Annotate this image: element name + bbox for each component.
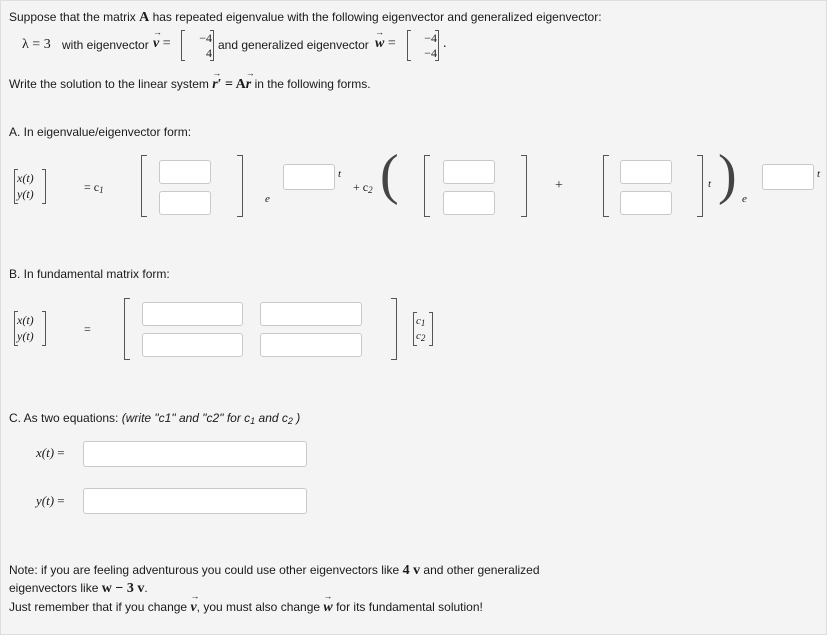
partB-c-bracket-right [429, 312, 433, 346]
note-line-1: Note: if you are feeling adventurous you could use other eigenvectors like 4 v and other generalized [9, 563, 540, 578]
partA-v2-top-input[interactable] [443, 160, 495, 184]
w-bracket-right [435, 30, 439, 61]
partB-xy-bracket-right [42, 311, 46, 346]
note-line-2: eigenvectors like w − 3 v. [9, 581, 148, 596]
partA-e1: e [265, 193, 270, 205]
v-eq: → v = [153, 36, 171, 52]
partA-xy-vector: x(t) y(t) [17, 171, 34, 201]
partC-y-label: y(t) = [36, 493, 65, 508]
partC-x-label: x(t) = [36, 445, 65, 460]
v-entry-1: −4 [199, 31, 212, 45]
partC-x-input[interactable] [83, 441, 307, 467]
v-entry-2: 4 [206, 46, 212, 60]
note-line-3: Just remember that if you change → v, you must also change → w for its fundamental solution! [9, 600, 483, 616]
partA-plus-c2: + c2 [353, 180, 373, 195]
partA-e2: e [742, 193, 747, 205]
and-generalized-label: and generalized eigenvector [218, 38, 369, 52]
partA-v3-bracket-left [603, 155, 609, 217]
partA-v1-bottom-input[interactable] [159, 191, 211, 215]
partA-plus: + [555, 178, 563, 193]
partA-exponent2-input[interactable] [762, 164, 814, 190]
partB-m22-input[interactable] [260, 333, 362, 357]
eigenvalue-expr: λ = 3 [22, 37, 51, 52]
partB-eq: = [84, 322, 91, 336]
v-bracket-right [210, 30, 214, 61]
partA-exponent1-input[interactable] [283, 164, 335, 190]
w-entry-1: −4 [424, 31, 437, 45]
with-eigenvector-label: with eigenvector [62, 38, 149, 52]
w-entry-2: −4 [424, 46, 437, 60]
partA-eq-c1: = c1 [84, 180, 104, 195]
write-solution-text: Write the solution to the linear system → r′ = A→ r in the following forms. [9, 77, 371, 93]
partB-c-vector: c1 c2 [416, 315, 426, 343]
partA-t-mult: t [708, 178, 712, 190]
partC-y-input[interactable] [83, 488, 307, 514]
partA-close-paren: ) [718, 144, 737, 206]
partA-v1-top-input[interactable] [159, 160, 211, 184]
v-vector [184, 32, 212, 59]
problem-intro: Suppose that the matrix A has repeated eigenvalue with the following eigenvector and generalized eigenvector: [9, 10, 602, 25]
partA-open-paren: ( [380, 144, 399, 206]
matrix-A-symbol: A [139, 10, 150, 25]
partA-heading: A. In eigenvalue/eigenvector form: [9, 125, 192, 139]
partB-heading: B. In fundamental matrix form: [9, 267, 170, 281]
partA-v3-bottom-input[interactable] [620, 191, 672, 215]
partA-v2-bottom-input[interactable] [443, 191, 495, 215]
partA-v2-bracket-right [521, 155, 527, 217]
period: . [443, 36, 447, 51]
partB-xy-vector: x(t) y(t) [17, 313, 34, 343]
partB-matrix-bracket-left [124, 298, 130, 360]
partA-v3-bracket-right [697, 155, 703, 217]
partA-v3-top-input[interactable] [620, 160, 672, 184]
w-vector [410, 32, 437, 59]
partA-t2: t [817, 168, 821, 180]
partB-m11-input[interactable] [142, 302, 243, 326]
partC-heading: C. As two equations: (write "c1" and "c2" for c1 and c2 ) [9, 411, 301, 426]
w-eq: → w = [375, 36, 396, 52]
partC-hint: (write "c1" and "c2" for c1 and c2 ) [121, 411, 301, 426]
partA-v2-bracket-left [424, 155, 430, 217]
partA-t1: t [338, 168, 342, 180]
partA-v1-bracket-left [141, 155, 147, 217]
partB-m12-input[interactable] [260, 302, 362, 326]
partA-xy-bracket-right [42, 169, 46, 204]
partA-v1-bracket-right [237, 155, 243, 217]
partB-matrix-bracket-right [391, 298, 397, 360]
partB-m21-input[interactable] [142, 333, 243, 357]
